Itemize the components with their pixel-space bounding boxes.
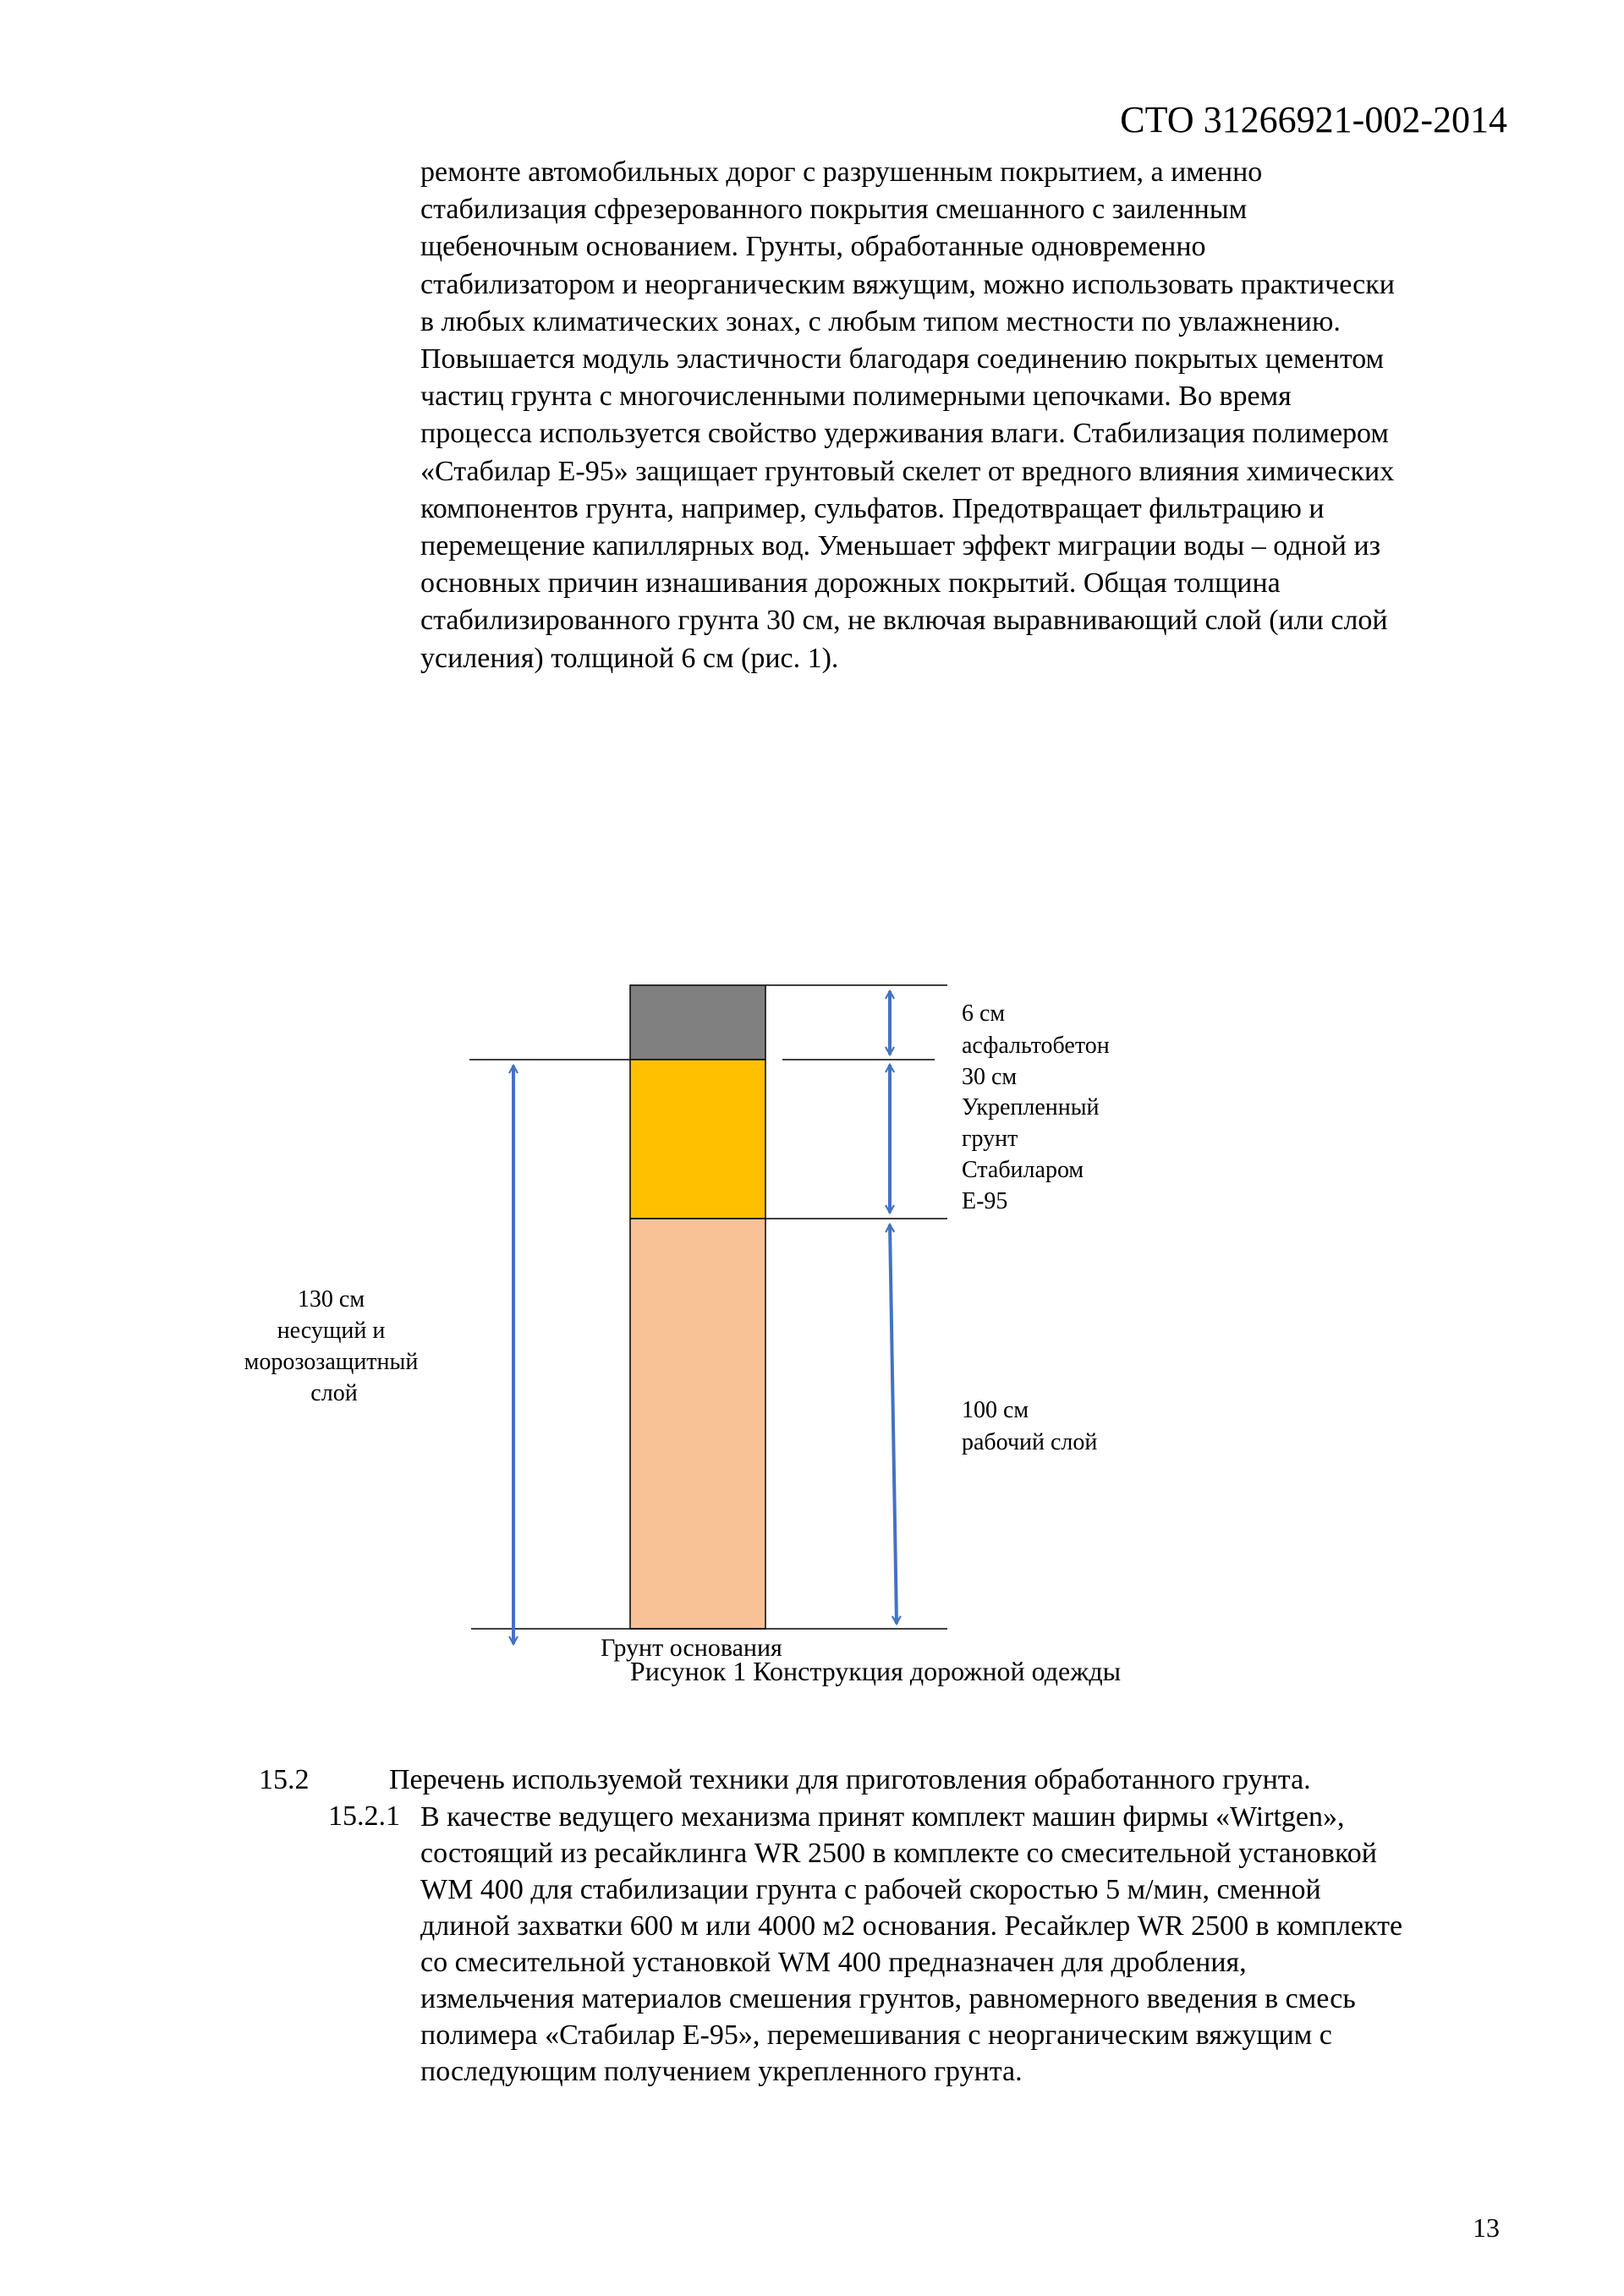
stabilized-soil-layer (630, 1060, 765, 1219)
paragraph-line: усиления) толщиной 6 см (рис. 1). (420, 642, 839, 674)
base-soil-label: Грунт основания (601, 1634, 782, 1662)
section-title: Перечень используемой техники для приготовления обработанного грунта. (389, 1764, 1311, 1795)
paragraph-line: частиц грунта с многочисленными полимерными цепочками. Во время (420, 381, 1292, 413)
stabilized-soil-label (962, 1064, 1106, 1214)
section-number: 15.2 (259, 1764, 310, 1795)
stabilized-label-line: 30 см (962, 1064, 1018, 1090)
subsection-line: полимера «Стабилар Е-95», перемешивания с неорганическим вяжущим с (420, 2019, 1332, 2051)
bearing-label-line: слой (310, 1380, 358, 1406)
paragraph-line: процесса используется свойство удерживания влаги. Стабилизация полимером (420, 418, 1389, 450)
bearing-label-line: несущий и (277, 1318, 386, 1344)
working-label-line: 100 см (962, 1397, 1029, 1423)
asphalt-label-line: асфальтобетон (962, 1033, 1110, 1059)
working-layer-label (962, 1397, 1097, 1455)
subsection-line: В качестве ведущего механизма принят комплект машин фирмы «Wirtgen», (420, 1801, 1345, 1833)
bearing-label-line: морозозащитный (244, 1349, 419, 1375)
paragraph-line: стабилизация сфрезерованного покрытия смешанного с заиленным (420, 194, 1248, 226)
stabilized-label-line: Стабиларом (962, 1157, 1084, 1183)
paragraph-line: щебеночным основанием. Грунты, обработанные одновременно (420, 231, 1206, 263)
asphalt-label-line: 6 см (962, 1000, 1006, 1027)
subsection-line: состоящий из ресайклинга WR 2500 в комплекте со смесительной установкой (420, 1838, 1377, 1869)
paragraph-line: основных причин изнашивания дорожных покрытий. Общая толщина (420, 567, 1281, 600)
working-label-line: рабочий слой (962, 1429, 1098, 1455)
paragraph-line: в любых климатических зонах, с любым типом местности по увлажнению. (420, 305, 1341, 337)
paragraph-line: перемещение капиллярных вод. Уменьшает эффект миграции воды – одной из (420, 530, 1381, 562)
page-number: 13 (1473, 2212, 1500, 2243)
stabilized-label-line: Укрепленный (962, 1094, 1100, 1121)
stabilized-label-line: Е-95 (962, 1188, 1008, 1214)
subsection-line: WM 400 для стабилизации грунта с рабочей скоростью 5 м/мин, сменной (420, 1874, 1321, 1905)
working-soil-layer (630, 1219, 765, 1629)
bearing-layer-label (244, 1286, 425, 1406)
asphalt-label (962, 1000, 1110, 1059)
subsection-number: 15.2.1 (328, 1800, 400, 1832)
subsection-line: длиной захватки 600 м или 4000 м2 основания. Ресайклер WR 2500 в комплекте (420, 1910, 1403, 1942)
bearing-label-line: 130 см (297, 1286, 365, 1312)
asphalt-layer (630, 985, 765, 1060)
subsection-text (420, 1799, 1545, 2090)
working-thickness-arrow (890, 1225, 897, 1624)
paragraph-line: ремонте автомобильных дорог с разрушенным покрытием, а именно (420, 156, 1263, 188)
paragraph-line: компонентов грунта, например, сульфатов. Предотвращает фильтрацию и (420, 492, 1325, 524)
subsection-line: со смесительной установкой WM 400 предназначен для дробления, (420, 1947, 1247, 1978)
stabilized-label-line: грунт (962, 1126, 1018, 1152)
paragraph-line: Повышается модуль эластичности благодаря соединению покрытых цементом (420, 343, 1385, 375)
paragraph-line: «Стабилар Е-95» защищает грунтовый скелет от вредного влияния химических (420, 455, 1395, 487)
document-code: СТО 31266921-002-2014 (1120, 99, 1507, 140)
figure-caption: Рисунок 1 Конструкция дорожной одежды (629, 1656, 1122, 1686)
subsection-line: последующим получением укрепленного грунта. (420, 2056, 1023, 2087)
subsection-line: измельчения материалов смешения грунтов, равномерного введения в смесь (420, 1983, 1356, 2014)
paragraph-line: стабилизированного грунта 30 см, не включая выравнивающий слой (или слой (420, 605, 1388, 637)
paragraph-line: стабилизатором и неорганическим вяжущим, можно использовать практически (420, 268, 1395, 300)
